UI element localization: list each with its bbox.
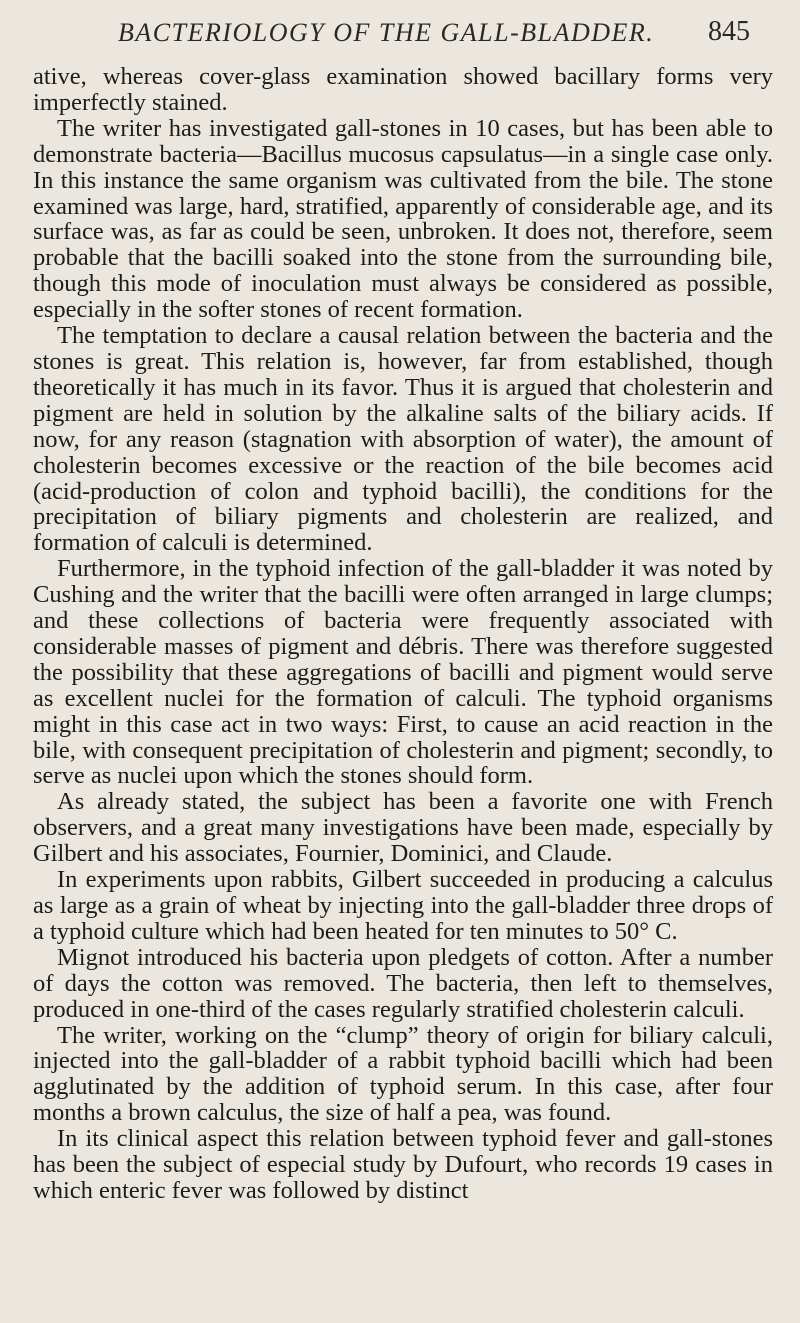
running-head: BACTERIOLOGY OF THE GALL-BLADDER. [118,18,655,47]
paragraph-gilbert-experiments: In experiments upon rabbits, Gilbert succeeded in producing a calculus as large as a grain of wheat by injecting into the gall-bladder three drops of a typhoid culture which had been heated for ten minutes to 50° C. [33,866,773,945]
paragraph-causal-relation: The temptation to declare a causal relation between the bacteria and the stones is great. This relation is, however, far from established, though theoretically it has much in its favor. Thus it is argued that cholesterin and pigment are held in solution by the alkaline salts of the biliary acids. If now, for any reason (stagnation with absorption of water), the amount of cholesterin becomes excessive or the reaction of the bile becomes acid (acid-production of colon and typhoid bacilli), the conditions for the precipitation of biliary pigments and cholesterin are realized, and formation of calculi is determined. [33,322,773,557]
body-text [33,64,773,1204]
paragraph-clinical-aspect: In its clinical aspect this relation between typhoid fever and gall-stones has been the subject of especial study by Dufourt, who records 19 cases in which enteric fever was followed by distinct [33,1125,773,1204]
paragraph-clump-theory: Furthermore, in the typhoid infection of the gall-bladder it was noted by Cushing and the writer that the bacilli were often arranged in large clumps; and these collections of bacteria were frequently associated with considerable masses of pigment and débris. There was therefore suggested the possibility that these aggregations of bacilli and pigment would serve as excellent nuclei for the formation of calculi. The typhoid organisms might in this case act in two ways: First, to cause an acid reaction in the bile, with consequent precipitation of cholesterin and pigment; secondly, to serve as nuclei upon which the stones should form. [33,555,773,790]
paragraph-gall-stone-investigation: The writer has investigated gall-stones in 10 cases, but has been able to demonstrate bacteria—Bacillus mucosus capsulatus—in a single case only. In this instance the same organism was cultivated from the bile. The stone examined was large, hard, stratified, apparently of considerable age, and its surface was, as far as could be seen, unbroken. It does not, therefore, seem probable that the bacilli soaked into the stone from the surrounding bile, though this mode of inoculation must always be considered as possible, especially in the softer stones of recent formation. [33,114,773,324]
paragraph-writer-experiment: The writer, working on the “clump” theory of origin for biliary calculi, injected into the gall-bladder of a rabbit typhoid bacilli which had been agglutinated by the addition of typhoid serum. In this case, after four months a brown calculus, the size of half a pea, was found. [33,1021,773,1127]
paragraph-continuation: ative, whereas cover-glass examination showed bacillary forms very imperfectly stained. [33,63,773,116]
paragraph-french-observers: As already stated, the subject has been a favorite one with French observers, and a great many investigations have been made, especially by Gilbert and his associates, Fournier, Dominici, and Claude. [33,788,773,868]
paragraph-mignot: Mignot introduced his bacteria upon pledgets of cotton. After a number of days the cotton was removed. The bacteria, then left to themselves, produced in one-third of the cases regularly stratified cholesterin calculi. [33,943,773,1023]
page-number: 845 [708,16,750,47]
